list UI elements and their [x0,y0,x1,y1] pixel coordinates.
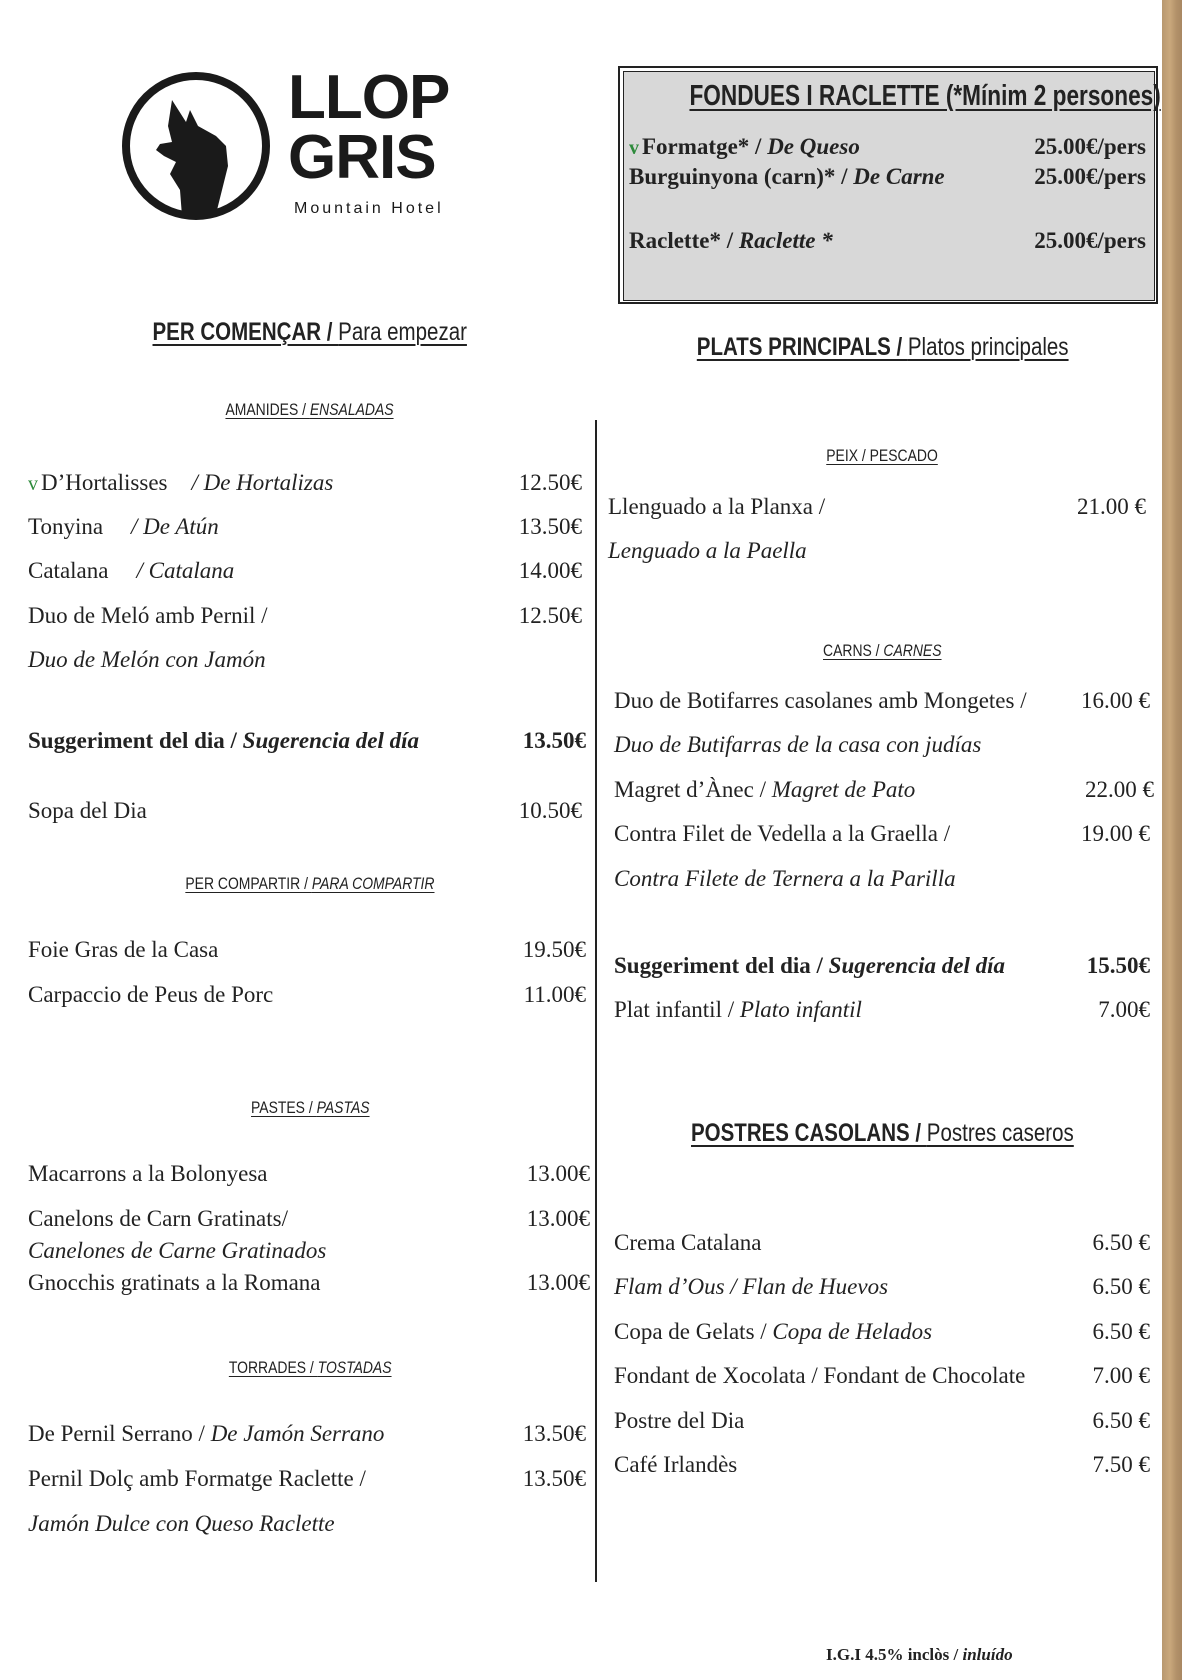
menu-item: Postre del Dia [614,1408,745,1433]
menu-price: 22.00 € [1085,777,1154,802]
menu-item: Plat infantil / Plato infantil [614,997,862,1022]
menu-price: 6.50 € [1092,1230,1150,1255]
tax-note: I.G.I 4.5% inclòs / inluído [826,1645,1013,1664]
menu-item: Flam d’Ous / Flan de Huevos [614,1274,889,1299]
menu-item-es: Jamón Dulce con Queso Raclette [28,1511,335,1536]
menu-price: 13.00€ [526,1161,590,1186]
menu-item: Carpaccio de Peus de Porc [28,982,274,1007]
menu-item: Foie Gras de la Casa [28,937,219,962]
suggestion-item: Suggeriment del dia / Sugerencia del día [614,953,1006,978]
menu-item: Sopa del Dia [28,798,147,823]
fondue-item: v Formatge* / De Queso [629,134,860,159]
menu-price: 19.00 € [1081,821,1150,846]
menu-item-es: Canelones de Carne Gratinados [28,1238,327,1263]
brand-tagline: Mountain Hotel [294,200,444,217]
menu-item: De Pernil Serrano / De Jamón Serrano [28,1421,385,1446]
menu-item: Duo de Meló amb Pernil / [28,603,268,628]
menu-item-es: Contra Filete de Ternera a la Parilla [614,866,956,891]
howling-wolf-icon [120,70,272,222]
menu-price: 6.50 € [1092,1274,1150,1299]
fondue-price: 25.00€/pers [1034,134,1146,159]
fondue-item: Burguinyona (carn)* / De Carne [629,164,945,189]
menu-price: 13.50€ [522,728,586,753]
menu-item: Duo de Botifarres casolanes amb Mongetes / [614,688,1027,713]
toast-title: TORRADES / TOSTADAS [228,1358,392,1377]
mains-title: PLATS PRINCIPALS / Platos principales [696,333,1069,361]
menu-item: Copa de Gelats / Copa de Helados [614,1319,933,1344]
menu-item: Macarrons a la Bolonyesa [28,1161,268,1186]
suggestion-item: Suggeriment del dia / Sugerencia del día [28,728,420,753]
menu-item: Catalana / Catalana [28,558,235,583]
fondue-item: Raclette* / Raclette * [629,228,833,253]
logo [118,63,478,228]
meat-title: CARNS / CARNES [823,641,942,660]
menu-price: 7.00 € [1092,1363,1150,1388]
menu-price: 19.50€ [522,937,586,962]
menu-item-es: Duo de Melón con Jamón [28,647,266,672]
menu-item: Canelons de Carn Gratinats/ [28,1206,288,1231]
menu-item-es: Lenguado a la Paella [608,538,807,563]
menu-price: 11.00€ [523,982,586,1007]
salads-title: AMANIDES / ENSALADAS [225,400,395,419]
fondue-price: 25.00€/pers [1034,164,1146,189]
desserts-title: POSTRES CASOLANS / Postres caseros [691,1119,1074,1147]
menu-price: 15.50€ [1086,953,1150,978]
fondues-title: FONDUES I RACLETTE (*Mínim 2 persones) [689,80,1161,112]
menu-price: 13.00€ [526,1270,590,1295]
menu-item: Café Irlandès [614,1452,738,1477]
menu-price: 13.00€ [526,1206,590,1231]
menu-item: Magret d’Ànec / Magret de Pato [614,777,916,802]
menu-price: 7.50 € [1092,1452,1150,1477]
menu-price: 13.50€ [522,1466,586,1491]
menu-price: 6.50 € [1092,1408,1150,1433]
menu-item: Pernil Dolç amb Formatge Raclette / [28,1466,366,1491]
column-divider [595,420,597,1582]
menu-price: 21.00 € [1077,494,1146,519]
starters-title: PER COMENÇAR / Para empezar [152,318,468,346]
menu-price: 7.00€ [1098,997,1150,1022]
menu-item: Fondant de Xocolata / Fondant de Chocolate [614,1363,1026,1388]
fish-title: PEIX / PESCADO [826,446,939,465]
menu-price: 6.50 € [1092,1319,1150,1344]
fondue-price: 25.00€/pers [1034,228,1146,253]
brand-line1: LLOP [288,63,450,132]
menu-item: Gnocchis gratinats a la Romana [28,1270,321,1295]
menu-price: 12.50€ [518,603,582,628]
menu-item: Contra Filet de Vedella a la Graella / [614,821,951,846]
menu-price: 16.00 € [1081,688,1150,713]
menu-price: 12.50€ [518,470,582,495]
menu-price: 14.00€ [518,558,582,583]
menu-item-es: Duo de Butifarras de la casa con judías [614,732,982,757]
menu-item: Tonyina / De Atún [28,514,219,539]
brand-line2: GRIS [288,123,436,192]
menu-item: Llenguado a la Planxa / [608,494,826,519]
wood-edge [1162,0,1182,1680]
menu-item: v D’Hortalisses / De Hortalizas [28,470,334,495]
pasta-title: PASTES / PASTAS [250,1098,370,1117]
menu-item: Crema Catalana [614,1230,762,1255]
menu-price: 13.50€ [518,514,582,539]
menu-price: 13.50€ [522,1421,586,1446]
share-title: PER COMPARTIR / PARA COMPARTIR [185,874,435,893]
menu-price: 10.50€ [518,798,582,823]
